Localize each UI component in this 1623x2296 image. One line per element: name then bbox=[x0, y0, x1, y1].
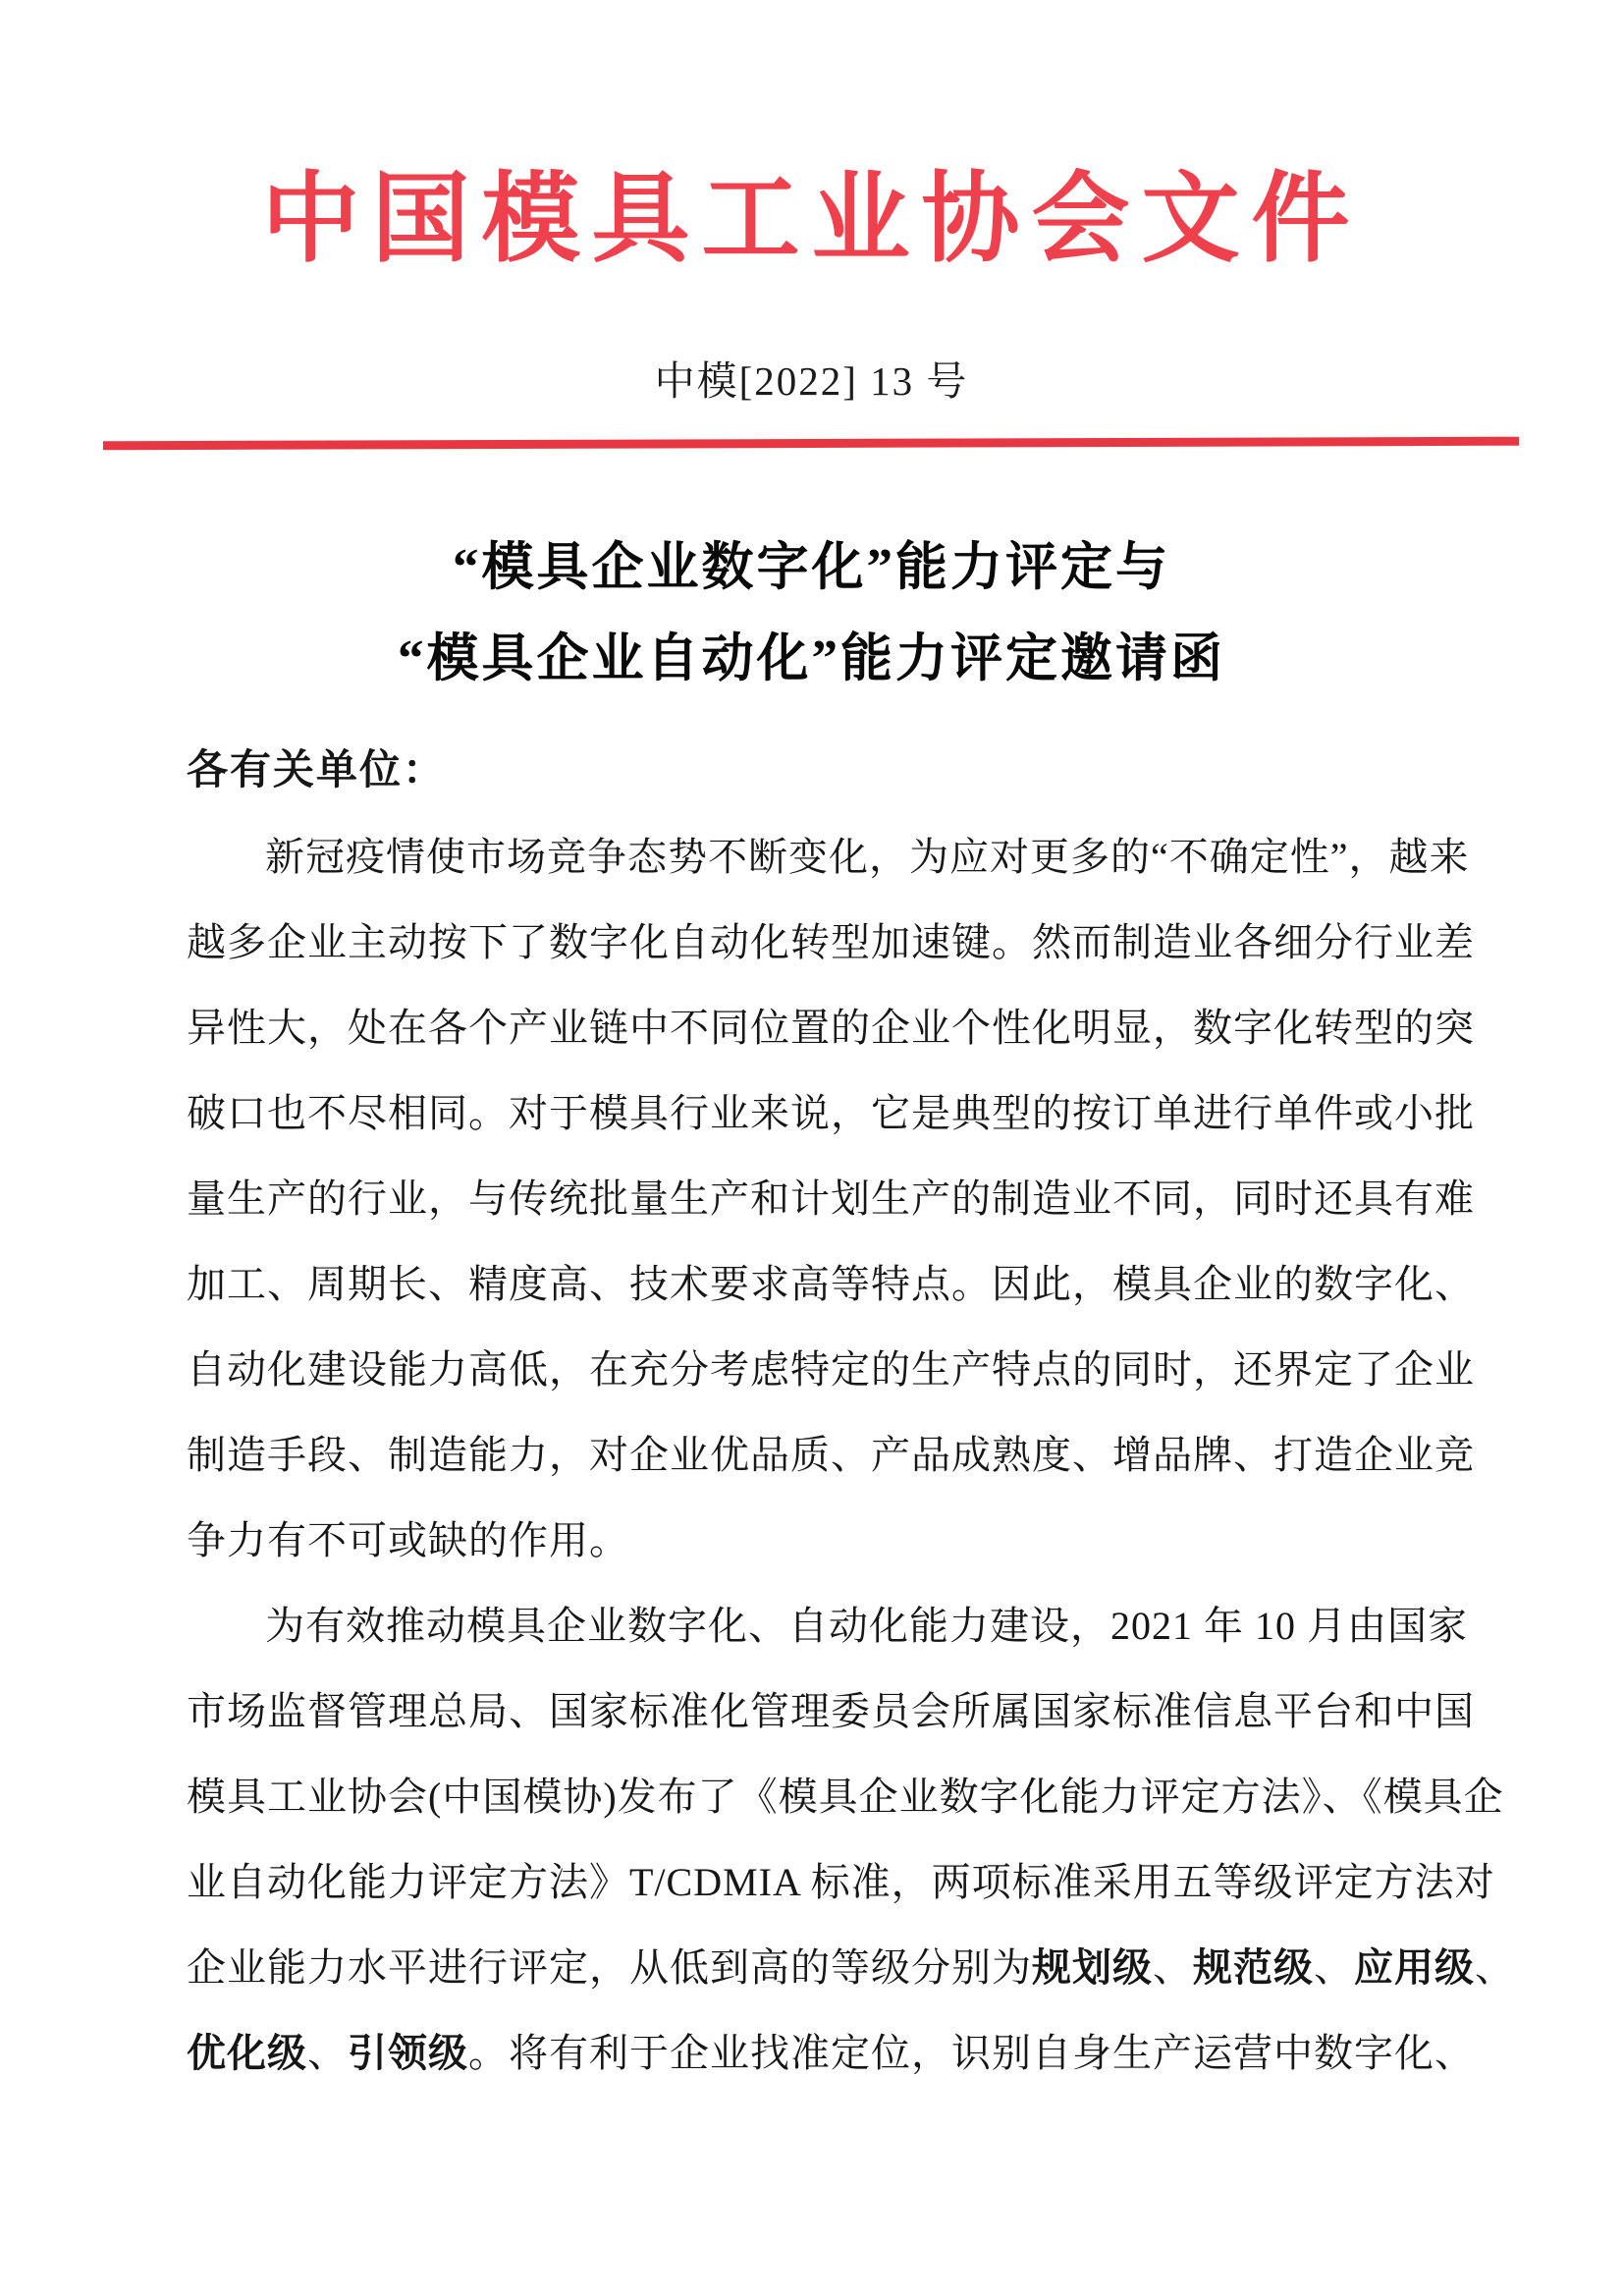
doc-title-line-1: “模具企业数字化”能力评定与 bbox=[453, 539, 1170, 596]
body-line bbox=[187, 1327, 1475, 1412]
doc-number: 中模[2022] 13 号 bbox=[654, 358, 969, 404]
body-paragraphs bbox=[187, 814, 1515, 2096]
body-line bbox=[187, 1070, 1475, 1156]
body-text: 市场监督管理总局、国家标准化管理委员会所属国家标准信息平台和中国 bbox=[187, 1689, 1475, 1733]
body-text: 异性大，处在各个产业链中不同位置的企业个性化明显，数字化转型的突 bbox=[187, 1006, 1475, 1050]
body-line bbox=[187, 1498, 1422, 1583]
body-text: 加工、周期长、精度高、技术要求高等特点。因此，模具企业的数字化、 bbox=[187, 1262, 1475, 1306]
body-text: 自动化建设能力高低，在充分考虑特定的生产特点的同时，还界定了企业 bbox=[187, 1347, 1475, 1392]
doc-title-line-2: “模具企业自动化”能力评定邀请函 bbox=[398, 630, 1225, 687]
body-text-bold: 规划级 bbox=[1032, 1945, 1153, 1990]
body-text: 为有效推动模具企业数字化、自动化能力建设，2021 年 10 月由国家 bbox=[265, 1604, 1468, 1648]
body-line bbox=[187, 2010, 1475, 2096]
body-text-bold: 规范级 bbox=[1193, 1945, 1314, 1990]
body-text-bold: 引领级 bbox=[348, 2031, 468, 2075]
body-text: 制造手段、制造能力，对企业优品质、产品成熟度、增品牌、打造企业竞 bbox=[187, 1433, 1475, 1477]
body-text: 。将有利于企业找准定位，识别自身生产运营中数字化、 bbox=[468, 2031, 1475, 2075]
doc-title bbox=[0, 522, 1623, 705]
body-line bbox=[187, 900, 1475, 985]
body-text: 、 bbox=[307, 2031, 348, 2075]
salutation: 各有关单位： bbox=[187, 748, 447, 793]
body-text-bold: 应用级 bbox=[1354, 1945, 1475, 1990]
body-line bbox=[187, 1412, 1475, 1498]
body-line bbox=[187, 1925, 1515, 2010]
body-line bbox=[187, 985, 1475, 1070]
body-block bbox=[187, 729, 1515, 2096]
body-text: 量生产的行业，与传统批量生产和计划生产的制造业不同，同时还具有难 bbox=[187, 1176, 1475, 1221]
body-text: 企业能力水平进行评定，从低到高的等级分别为 bbox=[187, 1945, 1032, 1990]
body-text: 业自动化能力评定方法》T/CDMIA 标准，两项标准采用五等级评定方法对 bbox=[187, 1860, 1495, 1904]
body-text: 模具工业协会(中国模协)发布了《模具企业数字化能力评定方法》、《模具企 bbox=[187, 1775, 1504, 1819]
body-line bbox=[187, 1668, 1475, 1754]
body-text: 越多企业主动按下了数字化自动化转型加速键。然而制造业各细分行业差 bbox=[187, 920, 1475, 964]
body-line bbox=[187, 1839, 1495, 1925]
body-text: 新冠疫情使市场竞争态势不断变化，为应对更多的“不确定性”，越来 bbox=[265, 835, 1470, 879]
body-text-bold: 优化级 bbox=[187, 2031, 307, 2075]
body-line bbox=[187, 1156, 1475, 1241]
body-text: 、 bbox=[1314, 1945, 1354, 1990]
body-line bbox=[187, 1583, 1468, 1668]
red-divider-rule bbox=[103, 437, 1519, 451]
body-line bbox=[187, 1754, 1504, 1839]
body-text: 破口也不尽相同。对于模具行业来说，它是典型的按订单进行单件或小批 bbox=[187, 1091, 1475, 1135]
body-text: 、 bbox=[1475, 1945, 1515, 1990]
body-line bbox=[187, 1241, 1475, 1327]
org-masthead-title: 中国模具工业协会文件 bbox=[261, 165, 1362, 274]
body-line bbox=[187, 814, 1470, 900]
body-text: 争力有不可或缺的作用。 bbox=[187, 1518, 629, 1562]
body-text: 、 bbox=[1153, 1945, 1193, 1990]
